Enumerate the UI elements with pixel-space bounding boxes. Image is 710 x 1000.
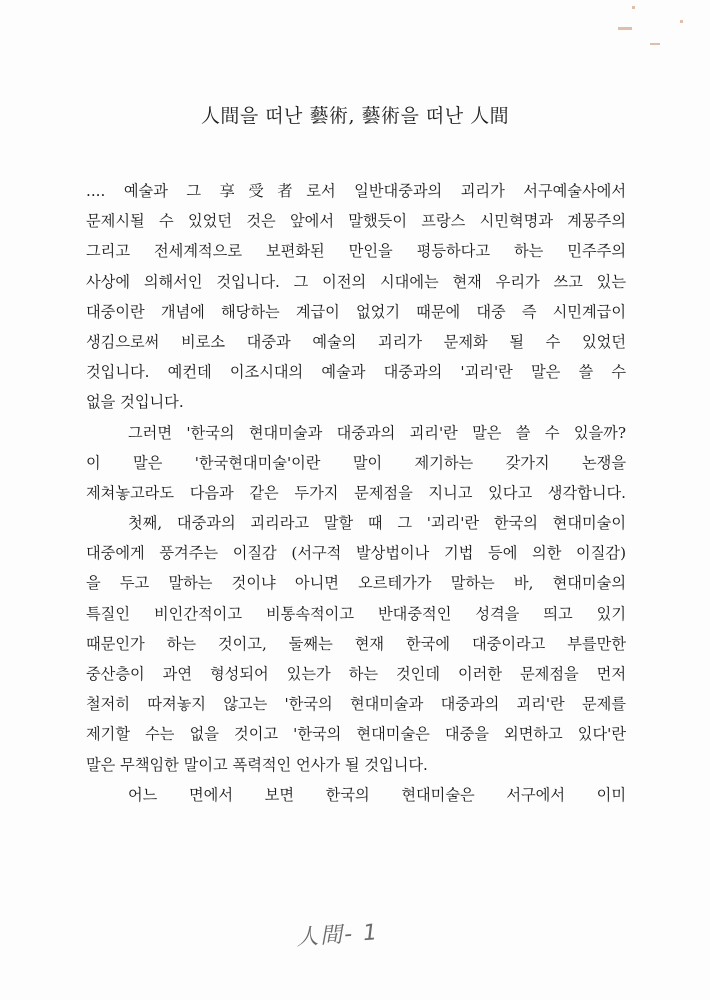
text-line: .... 예술과 그 享受者로서 일반대중과의 괴리가 서구예술사에서 — [86, 182, 626, 200]
scan-mark — [650, 43, 660, 45]
scan-mark — [632, 6, 635, 9]
text-line: 첫째, 대중과의 괴리라고 말할 때 그 '괴리'란 한국의 현대미술이 — [128, 514, 626, 533]
text-line: 제쳐놓고라도 다음과 같은 두가지 문제점을 지니고 있다고 생각합니다. — [86, 483, 626, 502]
document-title: 人間을 떠난 藝術, 藝術을 떠난 人間 — [200, 105, 510, 127]
scan-mark — [618, 27, 632, 30]
text-line: 대중에게 풍겨주는 이질감 (서구적 발상법이나 기법 등에 의한 이질감) — [86, 544, 626, 563]
text-line: 그리고 전세계적으로 보편화된 만인을 평등하다고 하는 민주주의 — [86, 242, 626, 261]
document-body — [86, 176, 626, 810]
text-line: 사상에 의해서인 것입니다. 그 이전의 시대에는 현재 우리가 쓰고 있는 — [86, 272, 626, 291]
text-line: 것입니다. 예컨데 이조시대의 예술과 대중과의 '괴리'란 말은 쓸 수 — [86, 363, 626, 382]
text-line: 중산층이 과연 형성되어 있는가 하는 것인데 이러한 문제점을 먼저 — [86, 665, 626, 683]
text-line: 이 말은 '한국현대미술'이란 말이 제기하는 갖가지 논쟁을 — [86, 453, 626, 472]
text-line: 특질인 비인간적이고 비통속적이고 반대중적인 성격을 띄고 있기 — [86, 604, 626, 623]
text-line: 생김으로써 비로소 대중과 예술의 괴리가 문제화 될 수 있었던 — [86, 332, 626, 351]
text-line: 말은 무책임한 말이고 폭력적인 언사가 될 것입니다. — [86, 755, 428, 774]
text-line: 제기할 수는 없을 것이고 '한국의 현대미술은 대중을 외면하고 있다'란 — [86, 725, 626, 744]
text-line: 때문인가 하는 것이고, 둘째는 현재 한국에 대중이라고 부를만한 — [86, 634, 626, 653]
text-line: 을 두고 말하는 것이냐 아니면 오르테가가 말하는 바, 현대미술의 — [86, 574, 626, 593]
text-line: 대중이란 개념에 해당하는 계급이 없었기 때문에 대중 즉 시민계급이 — [86, 302, 626, 321]
text-line: 철저히 따져놓지 않고는 '한국의 현대미술과 대중과의 괴리'란 문제를 — [86, 695, 626, 714]
text-line: 어느 면에서 보면 한국의 현대미술은 서구에서 이미 — [128, 785, 626, 804]
scan-mark — [680, 20, 683, 23]
text-line: 없을 것입니다. — [86, 393, 184, 412]
handwritten-page-marker: 人間- 1 — [295, 920, 380, 951]
text-line: 그러면 '한국의 현대미술과 대중과의 괴리'란 말은 쓸 수 있을까? — [128, 423, 626, 442]
text-line: 문제시될 수 있었던 것은 앞에서 말했듯이 프랑스 시민혁명과 계몽주의 — [86, 212, 626, 231]
